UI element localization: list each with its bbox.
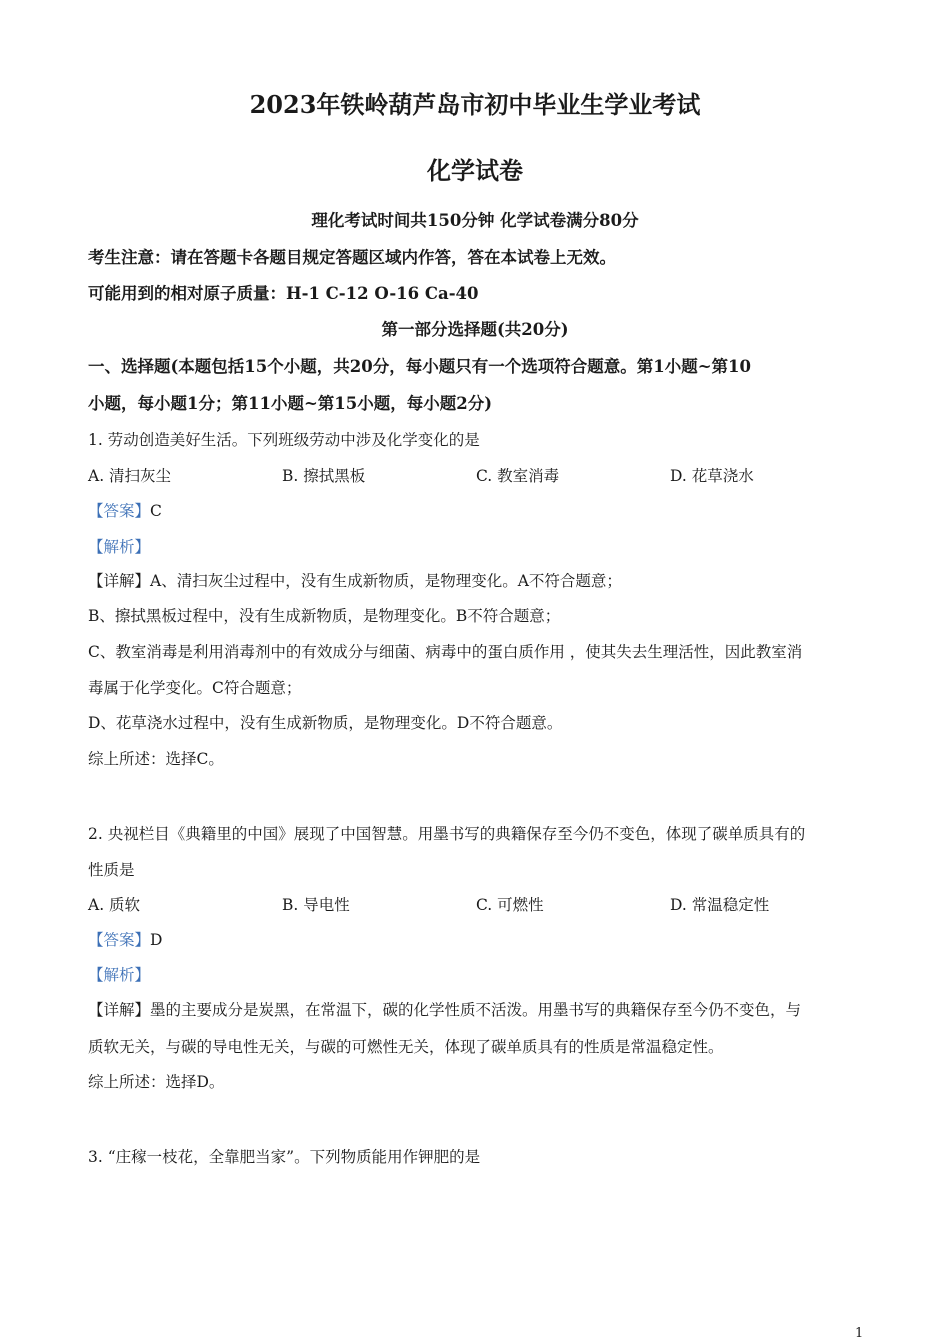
question-1-analysis-tag: 【解析】 bbox=[88, 538, 151, 556]
question-2-detail-line2: 质软无关，与碳的导电性无关，与碳的可燃性无关，体现了碳单质具有的性质是常温稳定性。 bbox=[88, 1038, 724, 1056]
question-2-detail-line1 bbox=[88, 1000, 801, 1020]
candidate-notice: 考生注意：请在答题卡各题目规定答题区域内作答，答在本试卷上无效。 bbox=[88, 248, 616, 267]
question-3-stem: 3. “庄稼一枝花，全靠肥当家”。下列物质能用作钾肥的是 bbox=[88, 1148, 481, 1166]
question-1-detail-line4: 毒属于化学变化。C符合题意； bbox=[88, 679, 302, 697]
question-1-detail-line1 bbox=[88, 571, 622, 591]
question-1-option-c: C. 教室消毒 bbox=[476, 467, 560, 485]
answer-value: D bbox=[150, 931, 163, 949]
answer-value: C bbox=[150, 502, 162, 520]
answer-tag: 【答案】 bbox=[88, 502, 151, 520]
question-2-option-c: C. 可燃性 bbox=[476, 896, 544, 914]
exam-info: 理化考试时间共150分钟 化学试卷满分80分 bbox=[311, 211, 639, 230]
answer-tag: 【答案】 bbox=[88, 931, 151, 949]
question-2-option-b: B. 导电性 bbox=[282, 896, 350, 914]
question-2-analysis-tag: 【解析】 bbox=[88, 966, 151, 984]
question-2-answer bbox=[88, 930, 162, 950]
question-2-stem-line2: 性质是 bbox=[88, 861, 135, 879]
section-instructions-line2: 小题，每小题1分；第11小题~第15小题，每小题2分) bbox=[88, 394, 493, 413]
question-2-option-a: A. 质软 bbox=[88, 896, 141, 914]
detail-tag: 【详解】 bbox=[88, 572, 151, 590]
question-1-option-d: D. 花草浇水 bbox=[670, 467, 754, 485]
detail-tag: 【详解】 bbox=[88, 1001, 151, 1019]
detail-text: A、清扫灰尘过程中，没有生成新物质，是物理变化。A不符合题意； bbox=[150, 572, 622, 590]
atomic-masses: 可能用到的相对原子质量：H-1 C-12 O-16 Ca-40 bbox=[88, 284, 479, 303]
question-2-summary: 综上所述：选择D。 bbox=[88, 1073, 225, 1091]
exam-title: 2023年铁岭葫芦岛市初中毕业生学业考试 bbox=[249, 90, 701, 119]
question-1-stem: 1. 劳动创造美好生活。下列班级劳动中涉及化学变化的是 bbox=[88, 431, 480, 449]
question-1-option-a: A. 清扫灰尘 bbox=[88, 467, 172, 485]
question-1-summary: 综上所述：选择C。 bbox=[88, 750, 224, 768]
part-one-title: 第一部分选择题(共20分) bbox=[381, 320, 569, 339]
section-instructions-line1: 一、选择题(本题包括15个小题，共20分，每小题只有一个选项符合题意。第1小题~第10 bbox=[88, 357, 751, 376]
detail-text: 墨的主要成分是炭黑，在常温下，碳的化学性质不活泼。用墨书写的典籍保存至今仍不变色，与 bbox=[150, 1001, 802, 1019]
question-2-option-d: D. 常温稳定性 bbox=[670, 896, 770, 914]
subject-title: 化学试卷 bbox=[427, 156, 523, 185]
question-1-detail-line3: C、教室消毒是利用消毒剂中的有效成分与细菌、病毒中的蛋白质作用 ，使其失去生理活性，因此教室消 bbox=[88, 643, 803, 661]
question-1-detail-line2: B、擦拭黑板过程中，没有生成新物质，是物理变化。B不符合题意； bbox=[88, 607, 561, 625]
question-1-answer bbox=[88, 501, 162, 521]
page-number: 1 bbox=[855, 1326, 864, 1341]
question-1-detail-line5: D、花草浇水过程中，没有生成新物质，是物理变化。D不符合题意。 bbox=[88, 714, 563, 732]
question-1-option-b: B. 擦拭黑板 bbox=[282, 467, 366, 485]
question-2-stem-line1: 2. 央视栏目《典籍里的中国》展现了中国智慧。用墨书写的典籍保存至今仍不变色，体现了碳单质具有的 bbox=[88, 825, 806, 843]
